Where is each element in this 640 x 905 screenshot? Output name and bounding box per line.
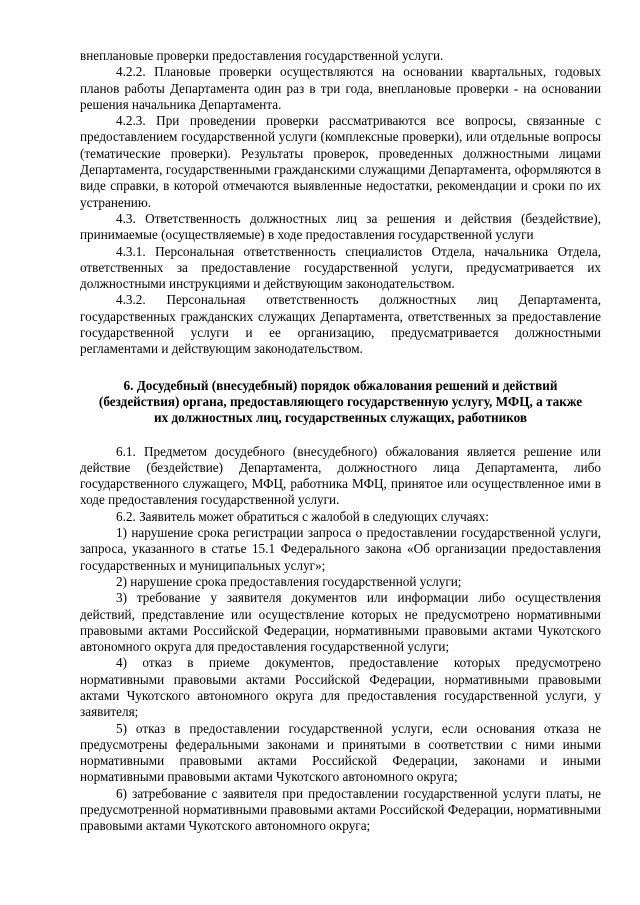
paragraph-4-2-3: 4.2.3. При проведении проверки рассматриваются все вопросы, связанные с предоставлением государственной услуги (комплексные проверки), или отдельные вопросы (тематические проверки). Результаты проверок, проведенных должностными лицами Департамента, государственными гражданскими служащими Департамента, оформляются в виде справки, в которой отмечаются выявленные недостатки, рекомендации и сроки по их устранению. xyxy=(80,113,601,210)
paragraph-4-2-1-tail: внеплановые проверки предоставления государственной услуги. xyxy=(80,48,444,63)
list-item-2: 2) нарушение срока предоставления государственной услуги; xyxy=(116,573,462,589)
list-item-5: 5) отказ в предоставлении государственной услуги, если основания отказа не предусмотрены федеральными законами и принятыми в соответствии с ними иными нормативными правовыми актами Российской Федерации, законами и иными нормативными правовыми актами Чукотского автономного округа; xyxy=(80,720,601,785)
paragraph-4-3: 4.3. Ответственность должностных лиц за решения и действия (бездействие), принимаемые (осуществляемые) в ходе предоставления государственной услуги xyxy=(80,210,601,243)
list-item-4: 4) отказ в приеме документов, предоставление которых предусмотрено нормативными правовыми актами Российской Федерации, нормативными правовыми актами Чукотского автономного округа для предоставления государственной услуги, у заявителя; xyxy=(80,655,601,720)
document-text xyxy=(80,48,601,835)
list-item-3: 3) требование у заявителя документов или информации либо осуществления действий, представление или осуществление которых не предусмотрено нормативными правовыми актами Российской Федерации, нормативными правовыми актами Чукотского автономного округа для предоставления государственной услуги; xyxy=(80,590,601,655)
list-item-6: 6) затребование с заявителя при предоставлении государственной услуги платы, не предусмотренной нормативными правовыми актами Российской Федерации, нормативными правовыми актами Чукотского автономного округа; xyxy=(80,785,601,834)
paragraph-6-2: 6.2. Заявитель может обратиться с жалобой в следующих случаях: xyxy=(116,508,489,524)
paragraph-4-3-1: 4.3.1. Персональная ответственность специалистов Отдела, начальника Отдела, ответственных за предоставление государственной услуги, предусматривается их должностными инструкциями и действующим законодательством. xyxy=(80,243,601,292)
list-item-1: 1) нарушение срока регистрации запроса о предоставлении государственной услуги, запроса, указанного в статье 15.1 Федерального закона «Об организации предоставления государственных и муниципальных услуг»; xyxy=(80,525,601,573)
section-6-heading-wrap xyxy=(80,378,601,427)
section-6-heading: 6. Досудебный (внесудебный) порядок обжалования решений и действий (бездействия) органа, предоставляющего государственную услугу, МФЦ, а также их должностных лиц, государственных служащих, работников xyxy=(98,377,583,426)
paragraph-4-2-2: 4.2.2. Плановые проверки осуществляются на основании квартальных, годовых планов работы Департамента один раз в три года, внеплановые проверки - на основании решения начальника Департамента. xyxy=(80,64,601,112)
paragraph-6-1: 6.1. Предметом досудебного (внесудебного) обжалования является решение или действие (бездействие) Департамента, должностного лица Департамента, либо государственного служащего, МФЦ, работника МФЦ, принятое или осуществленное ими в ходе предоставления государственной услуги. xyxy=(80,443,601,508)
paragraph-4-3-2: 4.3.2. Персональная ответственность должностных лиц Департамента, государственных гражданских служащих Департамента, ответственных за предоставление государственной услуги и ее организацию, предусматривается должностными регламентами и действующим законодательством. xyxy=(80,292,601,357)
